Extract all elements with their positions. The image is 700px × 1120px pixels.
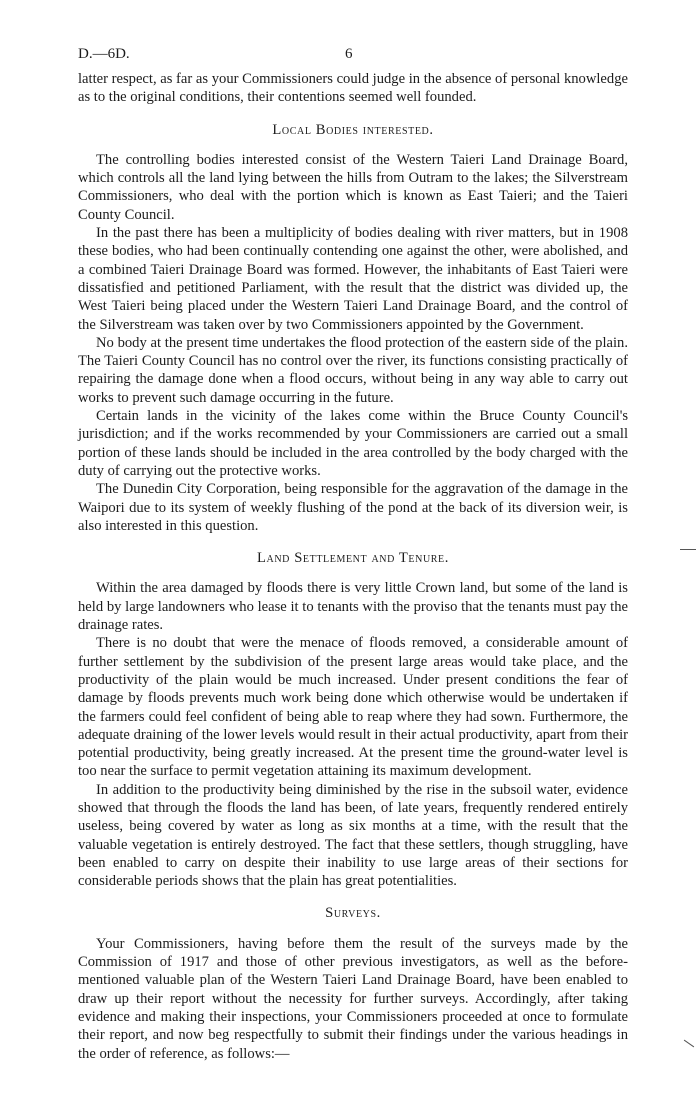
paragraph: In addition to the productivity being diminished by the rise in the subsoil water, evidence showed that through the floods the land has been, of late years, frequently rendered entirely useless, being covered by water as long as six months at a time, with the result that the valuable vegetation is entirely destroyed. The fact that these settlers, though struggling, have been enabled to carry on despite their inability to use large areas of their sections for considerable periods shows that the plain has great potentialities. [78, 781, 628, 890]
section-heading-local-bodies: Local Bodies interested. [272, 121, 434, 138]
section-heading-land-settlement: Land Settlement and Tenure. [256, 550, 449, 567]
margin-tick-mark [680, 549, 696, 550]
paragraph: There is no doubt that were the menace of floods removed, a considerable amount of further settlement by the subdivision of the present large areas would take place, and the productivity of the plain would be much increased. Under present conditions the fear of damage by floods prevents much work being done which otherwise would be undertaken if the farmers could feel confident of being able to reap where they had sown. Furthermore, the adequate draining of the lower levels would result in their actual productivity, apart from their potential productivity, being greatly increased. At the present time the ground-water level is too near the surface to permit vegetation attaining its maximum development. [78, 635, 628, 780]
section-heading-surveys: Surveys. [325, 905, 381, 922]
page-number: 6 [345, 46, 353, 62]
document-reference: D.—6D. [78, 46, 130, 62]
paragraph: Your Commissioners, having before them the result of the surveys made by the Commission of 1917 and those of other previous investigators, as well as the before-mentioned valuable plan of the Western Taieri Land Drainage Board, have been enabled to draw up their report without the necessity for further surveys. Accordingly, after taking evidence and making their inspections, your Commissioners proceeded at once to formulate their report, and now beg respectfully to submit their findings under the various headings in the order of reference, as follows:— [78, 935, 628, 1062]
margin-tick-mark [684, 1040, 694, 1048]
body-text [78, 70, 628, 1063]
page-header [78, 46, 630, 66]
paragraph: No body at the present time undertakes the flood protection of the eastern side of the plain. The Taieri County Council has no control over the river, its functions consisting practically of repairing the damage done when a flood occurs, without being in any way able to carry out works to prevent such damage occurring in the future. [78, 334, 628, 406]
paragraph: The Dunedin City Corporation, being responsible for the aggravation of the damage in the Waipori due to its system of weekly flushing of the pond at the back of its diversion weir, is also interested in this question. [78, 481, 628, 534]
paragraph: Certain lands in the vicinity of the lakes come within the Bruce County Council's jurisdiction; and if the works recommended by your Commissioners are carried out a small portion of these lands should be included in the area controlled by the body charged with the duty of carrying out the protective works. [78, 408, 628, 479]
paragraph: In the past there has been a multiplicity of bodies dealing with river matters, but in 1908 these bodies, who had been continually contending one against the other, were abolished, and a combined Taieri Drainage Board was formed. However, the inhabitants of East Taieri were dissatisfied and petitioned Parliament, with the result that the district was divided up, the West Taieri being placed under the Western Taieri Land Drainage Board, and the control of the Silverstream was taken over by two Commissioners appointed by the Government. [78, 225, 628, 333]
paragraph: Within the area damaged by floods there is very little Crown land, but some of the land is held by large landowners who lease it to tenants with the proviso that the tenants must pay the drainage rates. [78, 580, 628, 634]
paragraph: The controlling bodies interested consist of the Western Taieri Land Drainage Board, which controls all the land lying between the hills from Outram to the lakes; the Silverstream Commissioners, who deal with the portion which is known as East Taieri; and the Taieri County Council. [78, 151, 628, 223]
continued-paragraph: latter respect, as far as your Commissioners could judge in the absence of personal knowledge as to the original conditions, their contentions seemed well founded. [78, 71, 628, 106]
